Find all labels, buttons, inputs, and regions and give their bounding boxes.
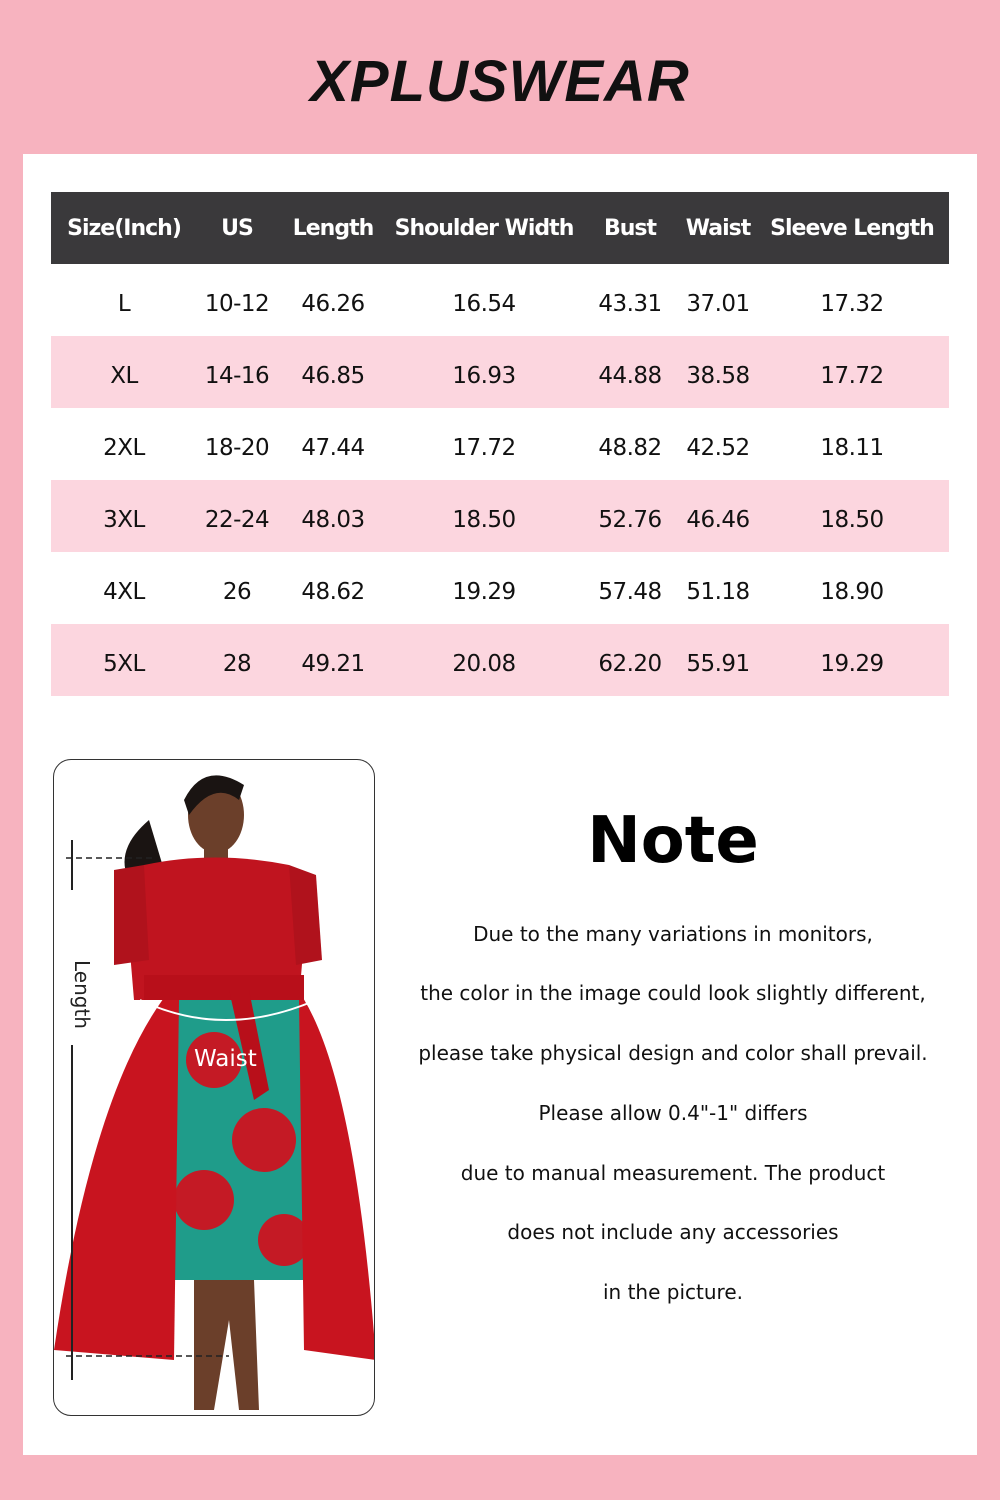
table-cell: 16.93 (389, 336, 579, 408)
table-cell: 4XL (103, 579, 145, 605)
table-cell: 18-20 (204, 435, 270, 461)
dress-illustration (54, 760, 375, 1416)
brand-logo: XPLUSWEAR (310, 49, 690, 114)
note-line: the color in the image could look slightly different, (420, 981, 926, 1005)
table-cell: 38.58 (681, 336, 755, 408)
note-line: Due to the many variations in monitors, (473, 922, 873, 946)
column-header: Waist (681, 192, 755, 264)
note-line: Please allow 0.4"-1" differs (538, 1101, 808, 1125)
table-cell: 62.20 (579, 624, 681, 696)
column-header: US (197, 192, 277, 264)
table-cell: 48.82 (598, 435, 662, 461)
table-cell: 46.85 (277, 336, 389, 408)
table-cell: 48.62 (301, 579, 365, 605)
table-cell: 22-24 (197, 480, 277, 552)
table-row (51, 408, 949, 480)
table-row (51, 552, 949, 624)
note-line: please take physical design and color shall prevail. (418, 1041, 928, 1065)
table-cell: 43.31 (598, 291, 662, 317)
table-cell: 46.46 (681, 480, 755, 552)
note-line: does not include any accessories (507, 1220, 839, 1244)
note-line: in the picture. (603, 1280, 743, 1304)
table-cell: L (117, 291, 131, 317)
table-cell: 51.18 (686, 579, 750, 605)
table-cell: 14-16 (197, 336, 277, 408)
table-cell: 2XL (103, 435, 145, 461)
table-cell: 5XL (51, 624, 197, 696)
table-cell: 46.26 (301, 291, 365, 317)
table-cell: 20.08 (389, 624, 579, 696)
length-label: Length (70, 960, 94, 1029)
size-table (51, 192, 949, 696)
table-cell: 16.54 (452, 291, 516, 317)
table-row (51, 624, 949, 696)
table-cell: 18.50 (389, 480, 579, 552)
table-row (51, 264, 949, 336)
table-cell: 28 (197, 624, 277, 696)
table-cell: 49.21 (277, 624, 389, 696)
column-header: Length (277, 192, 389, 264)
table-cell: 10-12 (204, 291, 270, 317)
table-cell: 26 (222, 579, 252, 605)
size-chart-card (23, 154, 977, 1455)
table-cell: 19.29 (452, 579, 516, 605)
table-cell: 52.76 (579, 480, 681, 552)
table-cell: 17.72 (452, 435, 516, 461)
column-header: Sleeve Length (755, 192, 949, 264)
note-line: due to manual measurement. The product (460, 1161, 886, 1185)
table-cell: 57.48 (598, 579, 662, 605)
table-cell: 18.11 (820, 435, 884, 461)
table-cell: 37.01 (686, 291, 750, 317)
table-cell: 47.44 (301, 435, 365, 461)
table-cell: 44.88 (579, 336, 681, 408)
table-cell: 19.29 (755, 624, 949, 696)
table-cell: 3XL (51, 480, 197, 552)
model-photo (53, 759, 375, 1416)
table-cell: 18.90 (820, 579, 884, 605)
table-row (51, 336, 949, 408)
table-cell: 42.52 (686, 435, 750, 461)
table-cell: 48.03 (277, 480, 389, 552)
column-header: Shoulder Width (389, 192, 579, 264)
table-row (51, 480, 949, 552)
table-cell: 55.91 (681, 624, 755, 696)
table-cell: 17.32 (820, 291, 884, 317)
table-cell: 17.72 (755, 336, 949, 408)
column-header: Bust (579, 192, 681, 264)
waist-label: Waist (194, 1046, 257, 1072)
table-cell: XL (51, 336, 197, 408)
note-title: Note (587, 804, 759, 878)
column-header: Size(Inch) (51, 192, 197, 264)
table-cell: 18.50 (755, 480, 949, 552)
table-header (51, 192, 949, 264)
